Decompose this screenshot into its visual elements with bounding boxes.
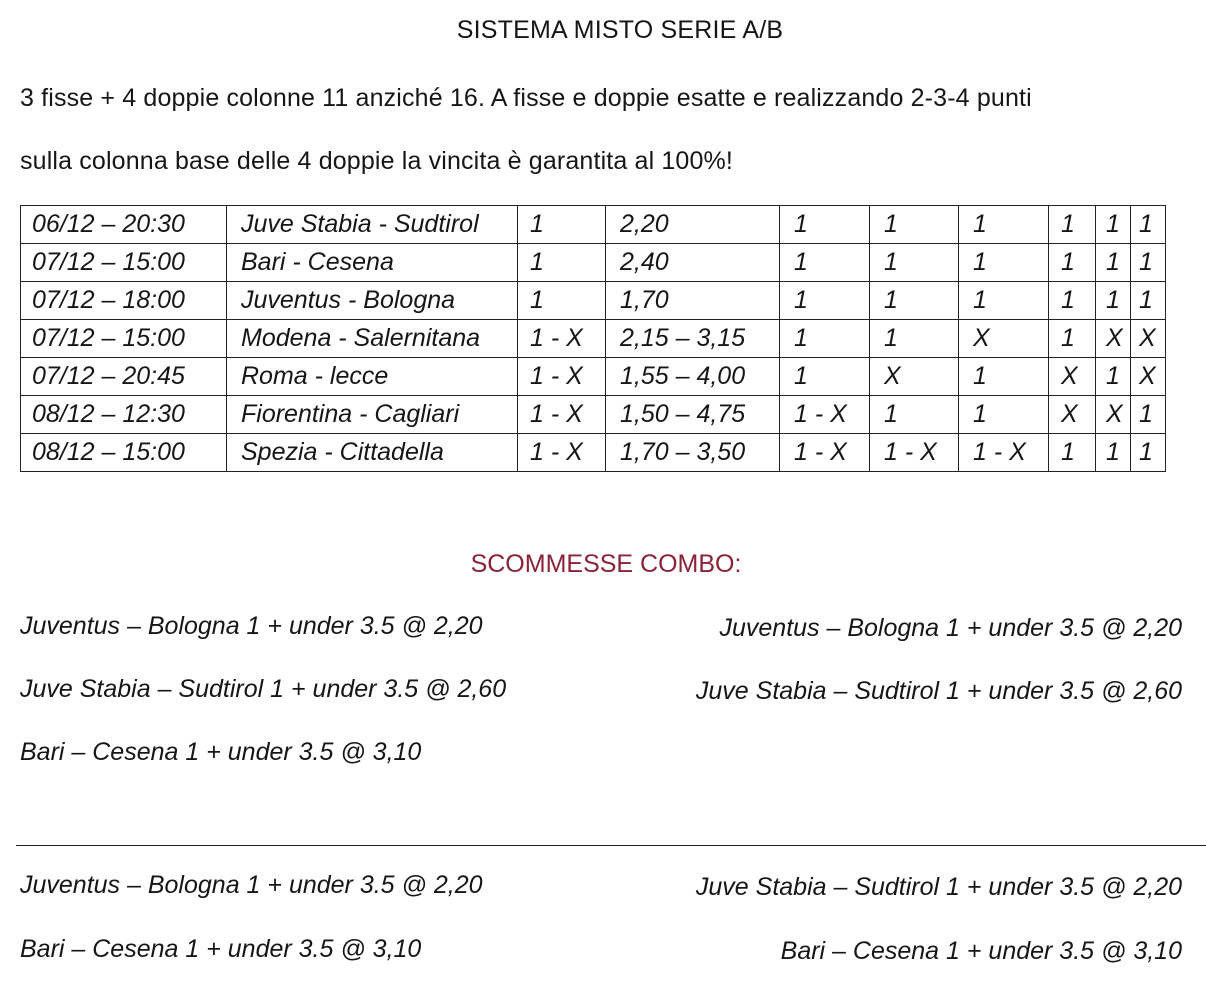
match-datetime: 06/12 – 20:30 bbox=[21, 206, 227, 244]
combo-bet-line: Juventus – Bologna 1 + under 3.5 @ 2,20 bbox=[20, 871, 483, 899]
combo-section-title: SCOMMESSE COMBO: bbox=[470, 550, 742, 578]
system-column-cell: 1 bbox=[1131, 396, 1166, 434]
system-column-cell: 1 bbox=[870, 320, 959, 358]
match-prediction: 1 bbox=[518, 244, 606, 282]
combo-bet-line: Bari – Cesena 1 + under 3.5 @ 3,10 bbox=[20, 935, 422, 963]
match-teams: Spezia - Cittadella bbox=[227, 434, 518, 472]
match-datetime: 08/12 – 15:00 bbox=[21, 434, 227, 472]
match-teams: Juve Stabia - Sudtirol bbox=[227, 206, 518, 244]
intro-line-2: sulla colonna base delle 4 doppie la vincita è garantita al 100%! bbox=[20, 147, 734, 175]
match-teams: Bari - Cesena bbox=[227, 244, 518, 282]
combo-bet-line: Juve Stabia – Sudtirol 1 + under 3.5 @ 2,20 bbox=[695, 873, 1182, 901]
match-prediction: 1 - X bbox=[518, 396, 606, 434]
system-column-cell: 1 bbox=[780, 358, 870, 396]
system-column-cell: 1 - X bbox=[780, 396, 870, 434]
system-column-cell: 1 bbox=[870, 396, 959, 434]
match-datetime: 07/12 – 18:00 bbox=[21, 282, 227, 320]
system-column-cell: 1 bbox=[959, 282, 1049, 320]
table-row bbox=[21, 320, 1166, 358]
system-column-cell: 1 bbox=[1096, 206, 1131, 244]
system-column-cell: 1 bbox=[1096, 282, 1131, 320]
table-row bbox=[21, 434, 1166, 472]
system-column-cell: 1 bbox=[1131, 434, 1166, 472]
system-column-cell: 1 - X bbox=[870, 434, 959, 472]
match-teams: Modena - Salernitana bbox=[227, 320, 518, 358]
match-prediction: 1 - X bbox=[518, 434, 606, 472]
system-column-cell: 1 bbox=[870, 282, 959, 320]
system-column-cell: X bbox=[1049, 358, 1096, 396]
system-column-cell: 1 bbox=[959, 358, 1049, 396]
system-column-cell: X bbox=[959, 320, 1049, 358]
match-odds: 2,20 bbox=[606, 206, 780, 244]
table-row bbox=[21, 282, 1166, 320]
match-teams: Juventus - Bologna bbox=[227, 282, 518, 320]
system-column-cell: 1 bbox=[1049, 320, 1096, 358]
table-row bbox=[21, 358, 1166, 396]
match-prediction: 1 bbox=[518, 282, 606, 320]
match-prediction: 1 bbox=[518, 206, 606, 244]
system-column-cell: X bbox=[1131, 320, 1166, 358]
system-column-cell: 1 bbox=[959, 206, 1049, 244]
match-prediction: 1 - X bbox=[518, 320, 606, 358]
system-column-cell: 1 bbox=[780, 244, 870, 282]
system-column-cell: X bbox=[1096, 396, 1131, 434]
system-column-cell: 1 bbox=[1049, 434, 1096, 472]
combo-bet-line: Juventus – Bologna 1 + under 3.5 @ 2,20 bbox=[719, 614, 1182, 642]
system-column-cell: 1 bbox=[870, 244, 959, 282]
match-datetime: 08/12 – 12:30 bbox=[21, 396, 227, 434]
system-column-cell: 1 bbox=[780, 320, 870, 358]
system-column-cell: 1 bbox=[1131, 244, 1166, 282]
match-teams: Fiorentina - Cagliari bbox=[227, 396, 518, 434]
system-column-cell: 1 bbox=[959, 244, 1049, 282]
intro-line-1: 3 fisse + 4 doppie colonne 11 anziché 16. A fisse e doppie esatte e realizzando 2-3-4 punti bbox=[20, 84, 1032, 112]
system-column-cell: 1 bbox=[1096, 434, 1131, 472]
combo-bet-line: Juve Stabia – Sudtirol 1 + under 3.5 @ 2,60 bbox=[20, 675, 507, 703]
system-column-cell: 1 bbox=[959, 396, 1049, 434]
match-teams: Roma - lecce bbox=[227, 358, 518, 396]
system-column-cell: 1 bbox=[1096, 358, 1131, 396]
system-column-cell: 1 - X bbox=[959, 434, 1049, 472]
system-column-cell: 1 bbox=[870, 206, 959, 244]
system-column-cell: 1 bbox=[780, 206, 870, 244]
match-odds: 2,40 bbox=[606, 244, 780, 282]
combo-bet-line: Juve Stabia – Sudtirol 1 + under 3.5 @ 2,60 bbox=[695, 677, 1182, 705]
match-datetime: 07/12 – 15:00 bbox=[21, 320, 227, 358]
match-odds: 1,55 – 4,00 bbox=[606, 358, 780, 396]
system-column-cell: X bbox=[870, 358, 959, 396]
combo-bet-line: Juventus – Bologna 1 + under 3.5 @ 2,20 bbox=[20, 612, 483, 640]
table-row bbox=[21, 206, 1166, 244]
schedule-table bbox=[20, 205, 1166, 472]
section-divider bbox=[16, 845, 1206, 846]
combo-bet-line: Bari – Cesena 1 + under 3.5 @ 3,10 bbox=[20, 738, 422, 766]
match-datetime: 07/12 – 20:45 bbox=[21, 358, 227, 396]
match-datetime: 07/12 – 15:00 bbox=[21, 244, 227, 282]
match-odds: 1,70 – 3,50 bbox=[606, 434, 780, 472]
page-title: SISTEMA MISTO SERIE A/B bbox=[456, 16, 784, 44]
match-odds: 1,70 bbox=[606, 282, 780, 320]
system-column-cell: 1 bbox=[1049, 282, 1096, 320]
match-odds: 2,15 – 3,15 bbox=[606, 320, 780, 358]
system-column-cell: 1 bbox=[1049, 206, 1096, 244]
match-prediction: 1 - X bbox=[518, 358, 606, 396]
table-row bbox=[21, 244, 1166, 282]
combo-bet-line: Bari – Cesena 1 + under 3.5 @ 3,10 bbox=[780, 937, 1182, 965]
system-column-cell: 1 bbox=[1096, 244, 1131, 282]
system-column-cell: 1 bbox=[780, 282, 870, 320]
system-column-cell: X bbox=[1049, 396, 1096, 434]
match-odds: 1,50 – 4,75 bbox=[606, 396, 780, 434]
system-column-cell: 1 bbox=[1049, 244, 1096, 282]
table-row bbox=[21, 396, 1166, 434]
system-column-cell: X bbox=[1131, 358, 1166, 396]
system-column-cell: 1 - X bbox=[780, 434, 870, 472]
system-column-cell: 1 bbox=[1131, 282, 1166, 320]
system-column-cell: X bbox=[1096, 320, 1131, 358]
system-column-cell: 1 bbox=[1131, 206, 1166, 244]
